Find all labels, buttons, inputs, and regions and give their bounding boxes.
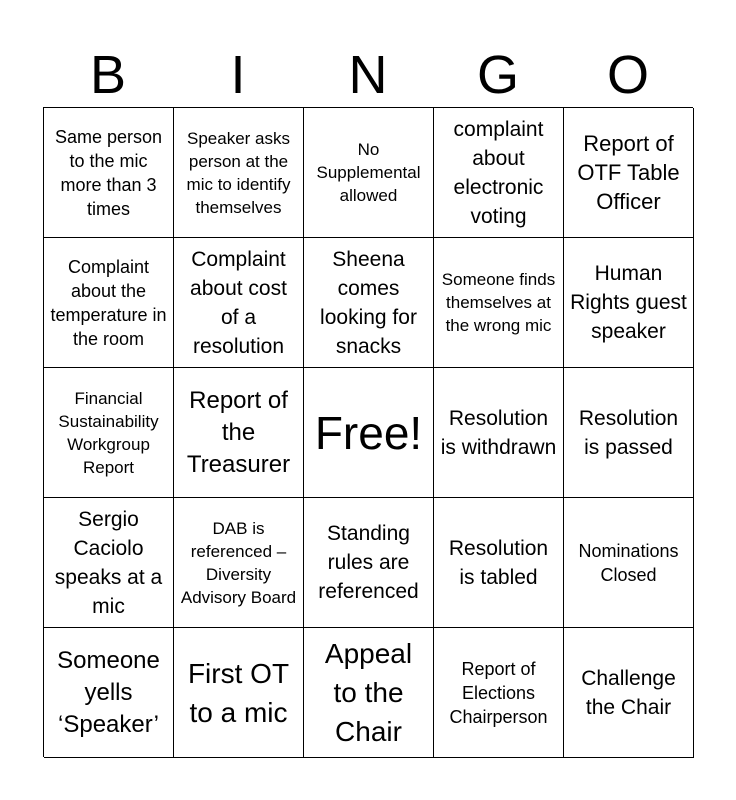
free-space-cell[interactable] — [304, 368, 434, 498]
bingo-cell[interactable] — [44, 238, 174, 368]
cell-text: Resolution is passed — [578, 406, 679, 459]
cell-text: Sergio Caciolo speaks at a mic — [54, 507, 163, 618]
bingo-cell[interactable] — [304, 498, 434, 628]
bingo-cell[interactable] — [564, 108, 694, 238]
bingo-cell[interactable] — [564, 368, 694, 498]
bingo-grid — [43, 107, 693, 757]
cell-text: Resolution is tabled — [448, 536, 549, 589]
cell-text: Report of Elections Chairperson — [449, 658, 548, 727]
bingo-cell[interactable] — [174, 108, 304, 238]
cell-text: Resolution is withdrawn — [440, 406, 557, 459]
bingo-cell[interactable] — [44, 108, 174, 238]
cell-text: complaint about electronic voting — [453, 117, 544, 228]
bingo-cell[interactable] — [44, 498, 174, 628]
bingo-cell[interactable] — [304, 108, 434, 238]
bingo-cell[interactable] — [564, 628, 694, 758]
bingo-cell[interactable] — [434, 498, 564, 628]
bingo-cell[interactable] — [434, 628, 564, 758]
cell-text: No Supplemental allowed — [316, 140, 421, 205]
bingo-cell[interactable] — [174, 628, 304, 758]
cell-text: Sheena comes looking for snacks — [320, 247, 417, 358]
free-space-text: Free! — [314, 406, 423, 459]
cell-text: Challenge the Chair — [581, 666, 676, 719]
cell-text: Report of the Treasurer — [186, 386, 291, 478]
cell-text: DAB is referenced – Diversity Advisory Board — [180, 518, 297, 607]
bingo-cell[interactable] — [44, 628, 174, 758]
cell-text: First OT to a mic — [187, 657, 290, 728]
header-letter-i: I — [230, 45, 246, 105]
cell-text: Appeal to the Chair — [324, 638, 413, 747]
bingo-cell[interactable] — [174, 498, 304, 628]
header-letter-n: N — [348, 45, 388, 105]
cell-text: Speaker asks person at the mic to identify themselves — [186, 128, 291, 217]
bingo-cell[interactable] — [174, 368, 304, 498]
cell-text: Nominations Closed — [578, 540, 679, 585]
header-letter-b: B — [89, 45, 127, 105]
bingo-cell[interactable] — [434, 368, 564, 498]
cell-text: Complaint about cost of a resolution — [190, 247, 287, 358]
cell-text: Someone yells ‘Speaker’ — [57, 646, 160, 738]
bingo-header — [43, 44, 693, 106]
bingo-cell[interactable] — [44, 368, 174, 498]
bingo-cell[interactable] — [434, 108, 564, 238]
cell-text: Human Rights guest speaker — [570, 262, 687, 343]
bingo-cell[interactable] — [174, 238, 304, 368]
cell-text: Complaint about the temperature in the room — [50, 256, 167, 349]
header-letter-g: G — [476, 45, 519, 105]
bingo-cell[interactable] — [304, 628, 434, 758]
header-letter-o: O — [606, 45, 649, 105]
cell-text: Someone finds themselves at the wrong mic — [441, 270, 556, 335]
bingo-cell[interactable] — [564, 238, 694, 368]
cell-text: Report of OTF Table Officer — [577, 131, 680, 214]
bingo-cell[interactable] — [304, 238, 434, 368]
bingo-cell[interactable] — [564, 498, 694, 628]
cell-text: Same person to the mic more than 3 times — [54, 126, 163, 219]
cell-text: Financial Sustainability Workgroup Report — [58, 388, 159, 477]
bingo-cell[interactable] — [434, 238, 564, 368]
cell-text: Standing rules are referenced — [318, 522, 419, 603]
